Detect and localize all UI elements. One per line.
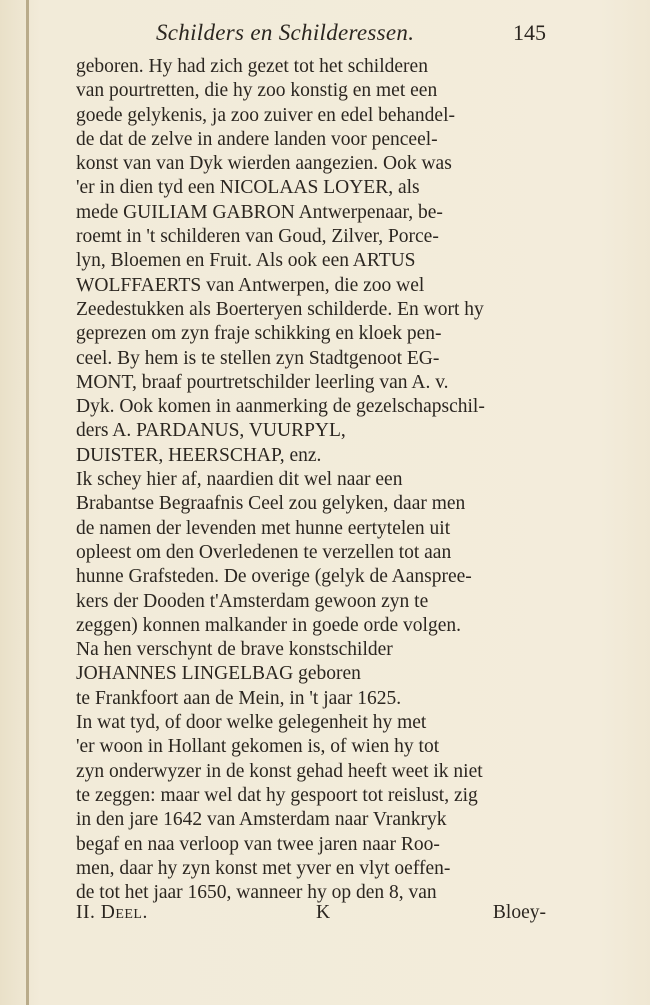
text-line: ceel. By hem is te stellen zyn Stadtgenoot EG- [76,347,440,369]
text-line: zyn onderwyzer in de konst gehad heeft weet ik niet [76,760,483,782]
text-line: mede GUILIAM GABRON Antwerpenaar, be- [76,201,443,223]
text-line: DUISTER, HEERSCHAP, enz. [76,444,322,466]
text-line: geprezen om zyn fraje schikking en kloek pen- [76,323,442,345]
text-line: van pourtretten, die hy zoo konstig en met een [76,80,438,102]
body-text [76,55,546,905]
catchword: Bloey- [492,902,546,923]
page-footer [76,902,546,930]
text-line: te Frankfoort aan de Mein, in 't jaar 1625. [76,687,402,709]
text-line: konst van van Dyk wierden aangezien. Ook was [76,153,452,175]
text-line: men, daar hy zyn konst met yver en vlyt oeffen- [76,857,451,879]
page-number: 145 [513,20,546,45]
text-line: Na hen verschynt de brave konstschilder [76,639,393,661]
gathering-mark: K [316,902,331,923]
text-line: de tot het jaar 1650, wanneer hy op den 8, van [76,882,437,904]
text-line: geboren. Hy had zich gezet tot het schilderen [76,56,428,77]
text-line: Ik schey hier af, naardien dit wel naar een [76,469,403,491]
text-line: ders A. PARDANUS, VUURPYL, [76,420,346,442]
text-line: MONT, braaf pourtretschilder leerling van A. v. [76,371,449,393]
text-line: lyn, Bloemen en Fruit. Als ook een ARTUS [76,250,416,272]
text-line: In wat tyd, of door welke gelegenheit hy met [76,712,427,734]
text-line: de dat de zelve in andere landen voor penceel- [76,128,438,150]
signature-mark: II. Deel. [76,902,148,923]
text-line: zeggen) konnen malkander in goede orde volgen. [76,614,461,636]
text-line: roemt in 't schilderen van Goud, Zilver, Porce- [76,226,439,248]
page-gutter-edge [26,0,29,1005]
text-line: begaf en naa verloop van twee jaren naar Roo- [76,833,440,855]
text-line: WOLFFAERTS van Antwerpen, die zoo wel [76,274,425,296]
text-line: goede gelykenis, ja zoo zuiver en edel behandel- [76,104,456,126]
text-line: Brabantse Begraafnis Ceel zou gelyken, daar men [76,493,466,515]
text-line: Dyk. Ook komen in aanmerking de gezelschapschil- [76,396,485,418]
text-line: de namen der levenden met hunne eertytelen uit [76,517,451,539]
page-header [76,20,546,50]
text-line: in den jare 1642 van Amsterdam naar Vrankryk [76,809,447,831]
text-line: Zeedestukken als Boerteryen schilderde. En wort hy [76,298,484,320]
text-line: te zeggen: maar wel dat hy gespoort tot reislust, zig [76,784,478,806]
text-line: opleest om den Overledenen te verzellen tot aan [76,541,452,563]
running-title: Schilders en Schilderessen. [156,20,415,45]
text-line: 'er in dien tyd een NICOLAAS LOYER, als [76,177,420,199]
text-line: hunne Grafsteden. De overige (gelyk de Aanspree- [76,566,472,588]
text-line: JOHANNES LINGELBAG geboren [76,663,361,685]
text-line: kers der Dooden t'Amsterdam gewoon zyn te [76,590,429,612]
text-line: 'er woon in Hollant gekomen is, of wien hy tot [76,736,440,758]
